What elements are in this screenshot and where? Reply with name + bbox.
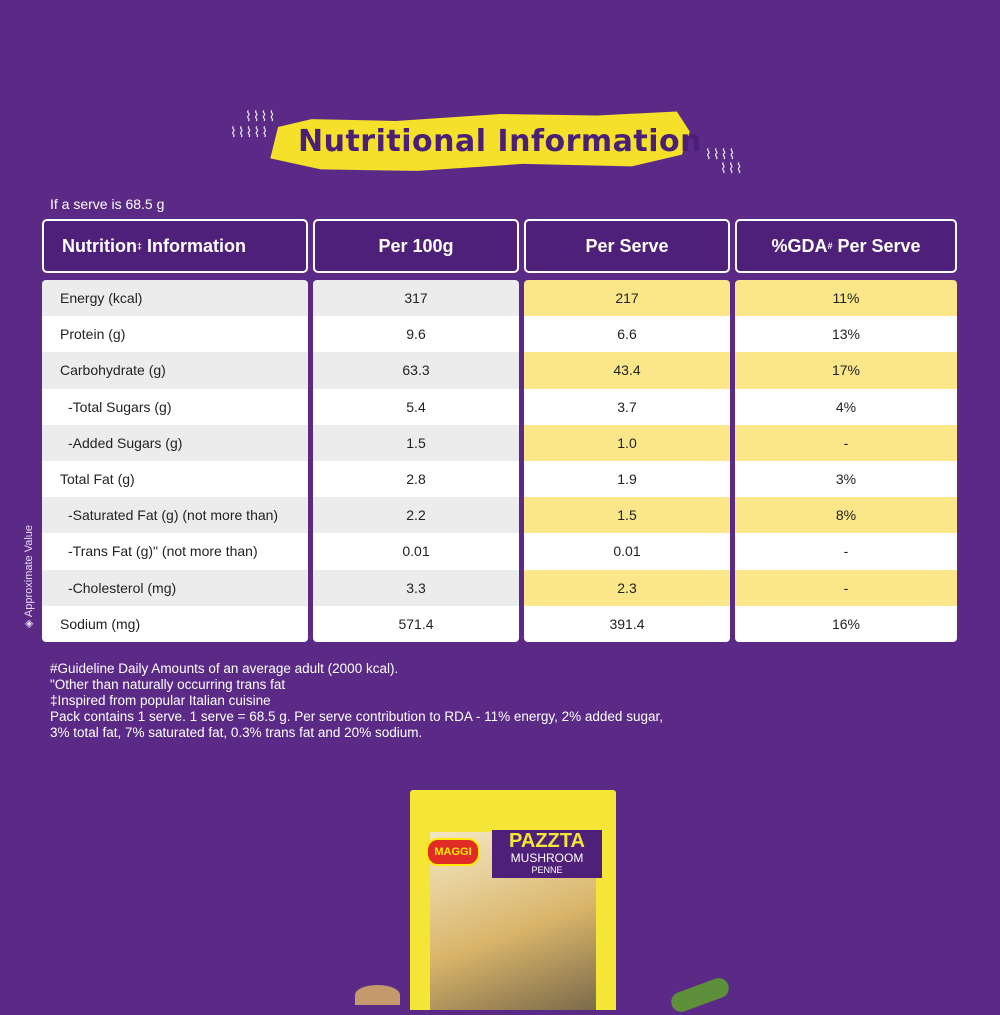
serve-note: If a serve is 68.5 g [50, 196, 165, 212]
nutrient-column [42, 219, 308, 642]
table-row: -Trans Fat (g)" (not more than) [42, 533, 308, 569]
pasta-doodle-icon: ⌇⌇⌇⌇ [245, 108, 277, 124]
pasta-doodle-icon: ⌇⌇⌇⌇⌇ [230, 124, 270, 140]
brand-box [492, 830, 602, 878]
table-cell: 63.3 [313, 352, 519, 388]
table-cell: 0.01 [524, 533, 730, 569]
perserve-column [524, 219, 730, 642]
gda-header-suffix: Per Serve [832, 235, 921, 256]
gda-column [735, 219, 957, 642]
table-cell: 3.7 [524, 389, 730, 425]
footnote: #Guideline Daily Amounts of an average adult (2000 kcal). [50, 661, 399, 676]
table-cell: 5.4 [313, 389, 519, 425]
gda-header-label: %GDA [771, 235, 828, 256]
table-cell: 2.3 [524, 570, 730, 606]
table-cell: 571.4 [313, 606, 519, 642]
table-cell: - [735, 425, 957, 461]
table-cell: 2.8 [313, 461, 519, 497]
pasta-type: PENNE [531, 865, 563, 875]
page-title: Nutritional Information [297, 124, 703, 159]
herb-decoration [668, 975, 731, 1014]
maggi-logo: MAGGI [426, 838, 480, 866]
table-cell: 9.6 [313, 316, 519, 352]
nutrient-header-label: Nutrition [62, 235, 137, 256]
pasta-doodle-icon: ⌇⌇⌇⌇ [705, 146, 737, 162]
table-cell: 13% [735, 316, 957, 352]
table-cell: 16% [735, 606, 957, 642]
table-row: Energy (kcal) [42, 280, 308, 316]
table-cell: 317 [313, 280, 519, 316]
gda-header [735, 219, 957, 273]
footnote: Pack contains 1 serve. 1 serve = 68.5 g. Per serve contribution to RDA - 11% energy, 2% added sugar, [50, 709, 663, 724]
table-cell: 4% [735, 389, 957, 425]
table-cell: 391.4 [524, 606, 730, 642]
footnote: ‡Inspired from popular Italian cuisine [50, 693, 271, 708]
gda-header-mark: # [827, 241, 833, 251]
table-cell: 17% [735, 352, 957, 388]
table-row: Carbohydrate (g) [42, 352, 308, 388]
table-cell: - [735, 570, 957, 606]
nutrient-header-suffix: Information [142, 235, 246, 256]
table-row: Sodium (mg) [42, 606, 308, 642]
brand-name: PAZZTA [509, 830, 585, 852]
table-row: -Added Sugars (g) [42, 425, 308, 461]
approximate-value-label: ◈ Approximate Value [23, 524, 35, 628]
footnote: 3% total fat, 7% saturated fat, 0.3% trans fat and 20% sodium. [50, 725, 423, 740]
nutrient-header-mark: ‡ [136, 241, 142, 251]
table-cell: 1.9 [524, 461, 730, 497]
table-cell: 3.3 [313, 570, 519, 606]
variant-name: MUSHROOM [510, 851, 584, 865]
table-cell: 8% [735, 497, 957, 533]
table-row: -Total Sugars (g) [42, 389, 308, 425]
per100-header: Per 100g [313, 219, 519, 273]
table-cell: 1.0 [524, 425, 730, 461]
table-cell: 2.2 [313, 497, 519, 533]
footnote: "Other than naturally occurring trans fat [50, 677, 286, 692]
table-row: Total Fat (g) [42, 461, 308, 497]
per100-column [313, 219, 519, 642]
footnotes [50, 661, 663, 741]
product-pack [410, 790, 616, 1010]
table-cell: 1.5 [313, 425, 519, 461]
table-cell: 0.01 [313, 533, 519, 569]
table-cell: 11% [735, 280, 957, 316]
table-cell: 3% [735, 461, 957, 497]
table-cell: 217 [524, 280, 730, 316]
table-row: -Saturated Fat (g) (not more than) [42, 497, 308, 533]
mushroom-decoration [355, 985, 400, 1005]
nutrient-header [42, 219, 308, 273]
table-row: Protein (g) [42, 316, 308, 352]
table-cell: - [735, 533, 957, 569]
table-row: -Cholesterol (mg) [42, 570, 308, 606]
perserve-header: Per Serve [524, 219, 730, 273]
pasta-doodle-icon: ⌇⌇⌇ [720, 160, 744, 176]
table-cell: 1.5 [524, 497, 730, 533]
table-cell: 6.6 [524, 316, 730, 352]
table-cell: 43.4 [524, 352, 730, 388]
